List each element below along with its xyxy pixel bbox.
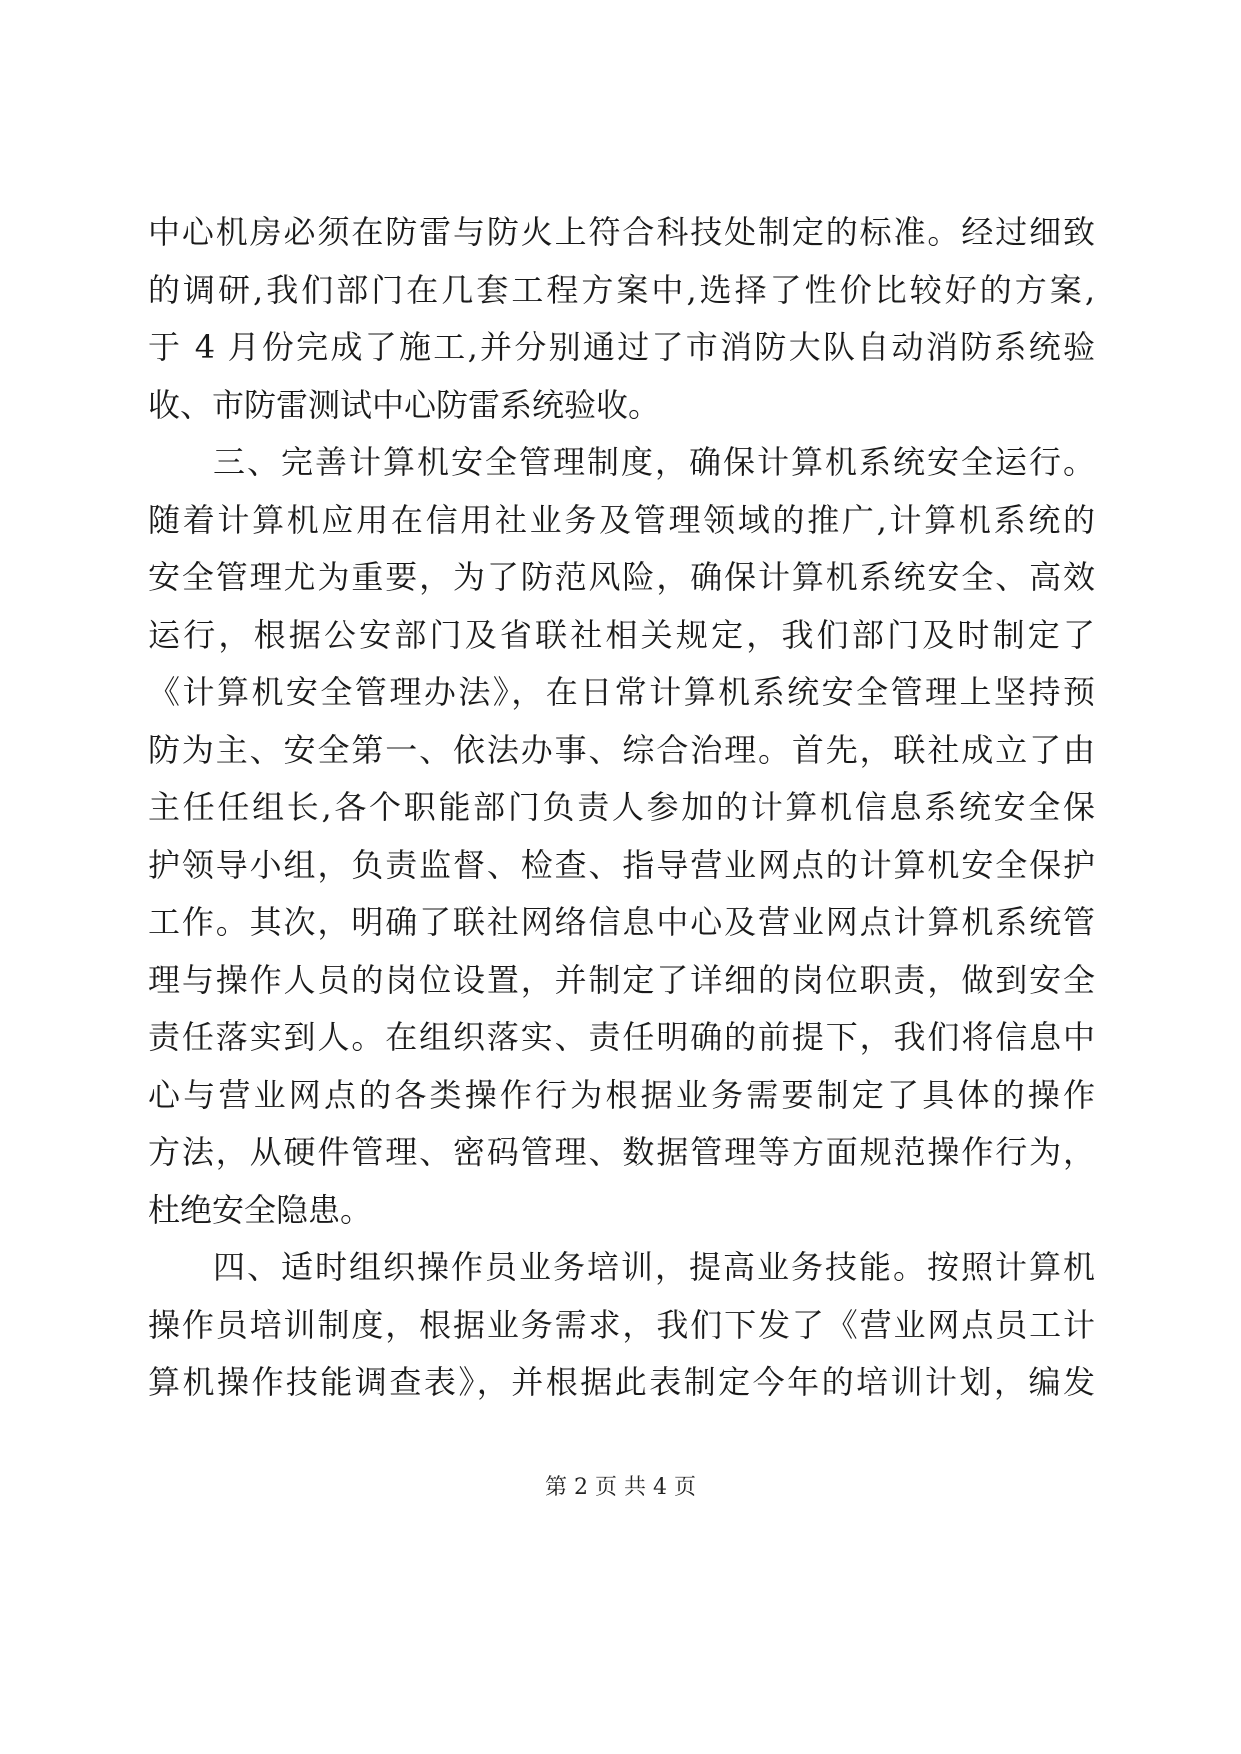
text-line: 随着计算机应用在信用社业务及管理领域的推广,计算机系统的 <box>148 500 1095 539</box>
text-line: 工作。其次，明确了联社网络信息中心及营业网点计算机系统管 <box>148 903 1095 941</box>
text-line: 心与营业网点的各类操作行为根据业务需要制定了具体的操作 <box>148 1075 1095 1114</box>
text-line: 中心机房必须在防雷与防火上符合科技处制定的标准。经过细致 <box>148 213 1095 251</box>
section-heading-line: 三、完善计算机安全管理制度，确保计算机系统安全运行。 <box>213 443 1095 481</box>
text-line: 安全管理尤为重要，为了防范风险，确保计算机系统安全、高效 <box>148 558 1095 596</box>
text-line: 收、市防雷测试中心防雷系统验收。 <box>148 385 661 424</box>
text-line: 理与操作人员的岗位设置，并制定了详细的岗位职责，做到安全 <box>148 960 1095 999</box>
text-line: 责任落实到人。在组织落实、责任明确的前提下，我们将信息中 <box>148 1018 1095 1056</box>
page-number-footer: 第 2 页 共 4 页 <box>545 1475 696 1500</box>
text-line: 方法，从硬件管理、密码管理、数据管理等方面规范操作行为， <box>148 1133 1095 1171</box>
text-line: 于 4 月份完成了施工,并分别通过了市消防大队自动消防系统验 <box>148 328 1095 366</box>
text-line: 的调研,我们部门在几套工程方案中,选择了性价比较好的方案, <box>148 270 1095 309</box>
text-line: 运行，根据公安部门及省联社相关规定，我们部门及时制定了 <box>148 615 1095 654</box>
text-line: 防为主、安全第一、依法办事、综合治理。首先，联社成立了由 <box>148 730 1095 769</box>
text-line: 杜绝安全隐患。 <box>148 1190 373 1229</box>
text-line: 主任任组长,各个职能部门负责人参加的计算机信息系统安全保 <box>148 788 1095 826</box>
text-line: 操作员培训制度，根据业务需求，我们下发了《营业网点员工计 <box>148 1305 1095 1344</box>
section-heading-line: 四、适时组织操作员业务培训，提高业务技能。按照计算机 <box>213 1248 1095 1286</box>
text-line: 《计算机安全管理办法》，在日常计算机系统安全管理上坚持预 <box>148 673 1095 711</box>
text-line: 算机操作技能调查表》，并根据此表制定今年的培训计划，编发 <box>148 1363 1095 1401</box>
text-line: 护领导小组，负责监督、检查、指导营业网点的计算机安全保护 <box>148 845 1095 884</box>
body-text <box>148 204 1095 1412</box>
